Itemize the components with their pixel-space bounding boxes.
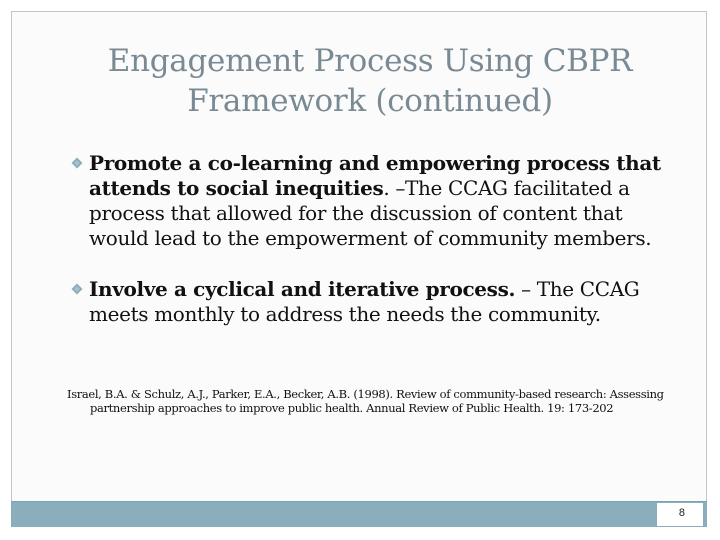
bullet-item xyxy=(70,151,670,251)
bullet-strong-text: Involve a cyclical and iterative process. xyxy=(89,277,516,301)
citation-text: Israel, B.A. & Schulz, A.J., Parker, E.A., Becker, A.B. (1998). Review of community-based research: Assessing partnership approaches to improve public health. Annual Review of Public Health. 19: 173-202 xyxy=(67,387,664,415)
diamond-bullet-icon xyxy=(70,282,84,296)
bullet-body-text: . –The CCAG facilitated a process that allowed for the discussion of content that would lead to the empowerment of community members. xyxy=(89,176,652,250)
bullet-list xyxy=(70,151,670,327)
bullet-strong-text: Promote a co-learning and empowering process that attends to social inequities xyxy=(89,151,661,200)
bullet-item xyxy=(70,277,670,327)
bullet-body-text: – The CCAG meets monthly to address the needs the community. xyxy=(89,277,640,326)
slide-title: Engagement Process Using CBPR Framework (continued) xyxy=(107,43,633,119)
page-number-box xyxy=(657,503,703,526)
footer-bar xyxy=(11,501,707,527)
diamond-bullet-icon xyxy=(70,156,84,170)
page-number: 8 xyxy=(678,507,685,519)
citation xyxy=(67,387,667,415)
